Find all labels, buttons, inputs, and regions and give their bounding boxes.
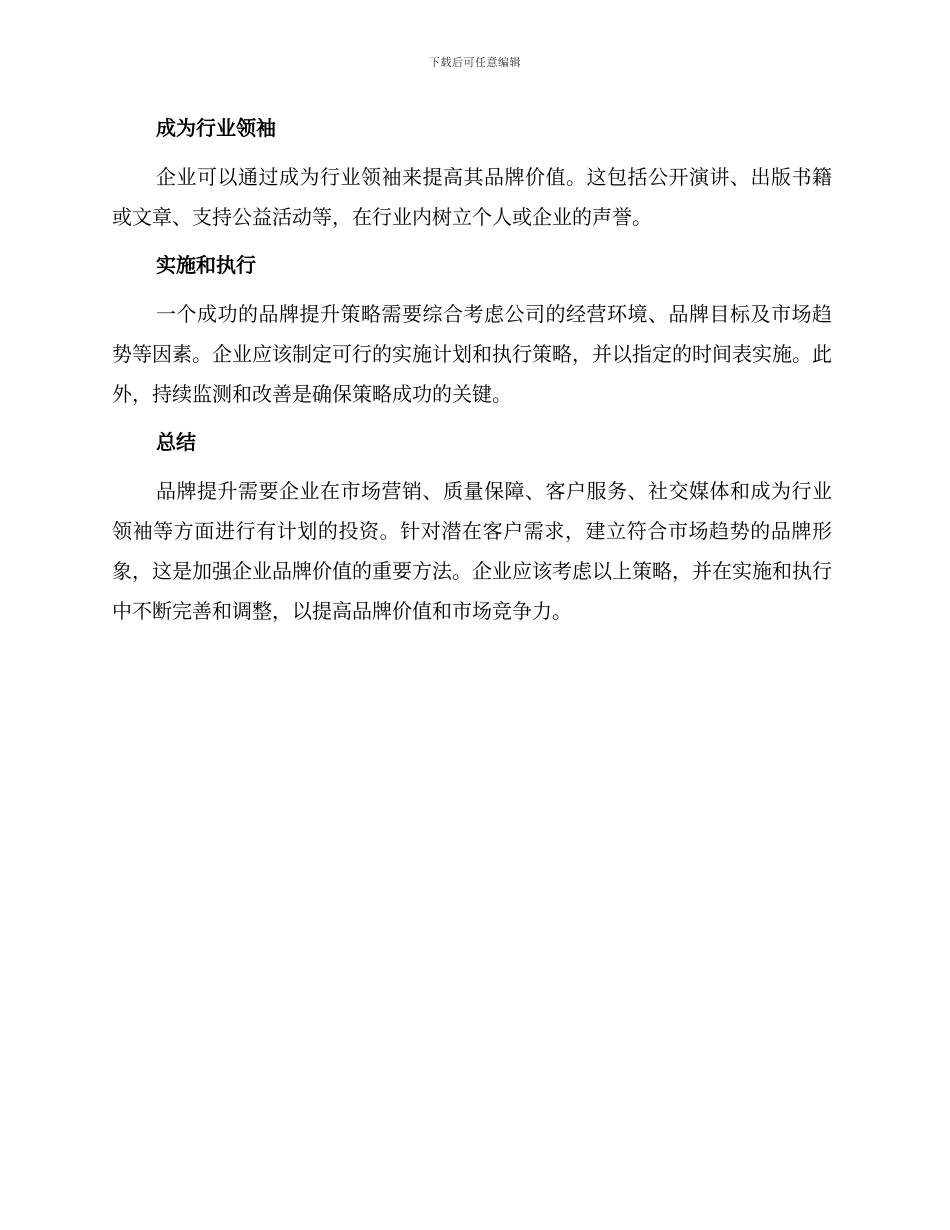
section-heading: 实施和执行 xyxy=(156,253,256,277)
section-implementation xyxy=(112,245,832,414)
document-body xyxy=(112,108,832,639)
section-summary xyxy=(112,422,832,631)
section-paragraph: 品牌提升需要企业在市场营销、质量保障、客户服务、社交媒体和成为行业领袖等方面进行有计划的投资。针对潜在客户需求，建立符合市场趋势的品牌形象，这是加强企业品牌价值的重要方法。企业应该考虑以上策略，并在实施和执行中不断完善和调整，以提高品牌价值和市场竞争力。 xyxy=(112,479,832,623)
section-paragraph: 一个成功的品牌提升策略需要综合考虑公司的经营环境、品牌目标及市场趋势等因素。企业应该制定可行的实施计划和执行策略，并以指定的时间表实施。此外，持续监测和改善是确保策略成功的关键。 xyxy=(112,302,832,406)
section-paragraph: 企业可以通过成为行业领袖来提高其品牌价值。这包括公开演讲、出版书籍或文章、支持公益活动等，在行业内树立个人或企业的声誉。 xyxy=(112,165,832,229)
section-heading: 成为行业领袖 xyxy=(156,116,276,140)
header-note: 下载后可任意编辑 xyxy=(429,56,521,69)
section-heading: 总结 xyxy=(156,430,196,454)
section-industry-leader xyxy=(112,108,832,237)
